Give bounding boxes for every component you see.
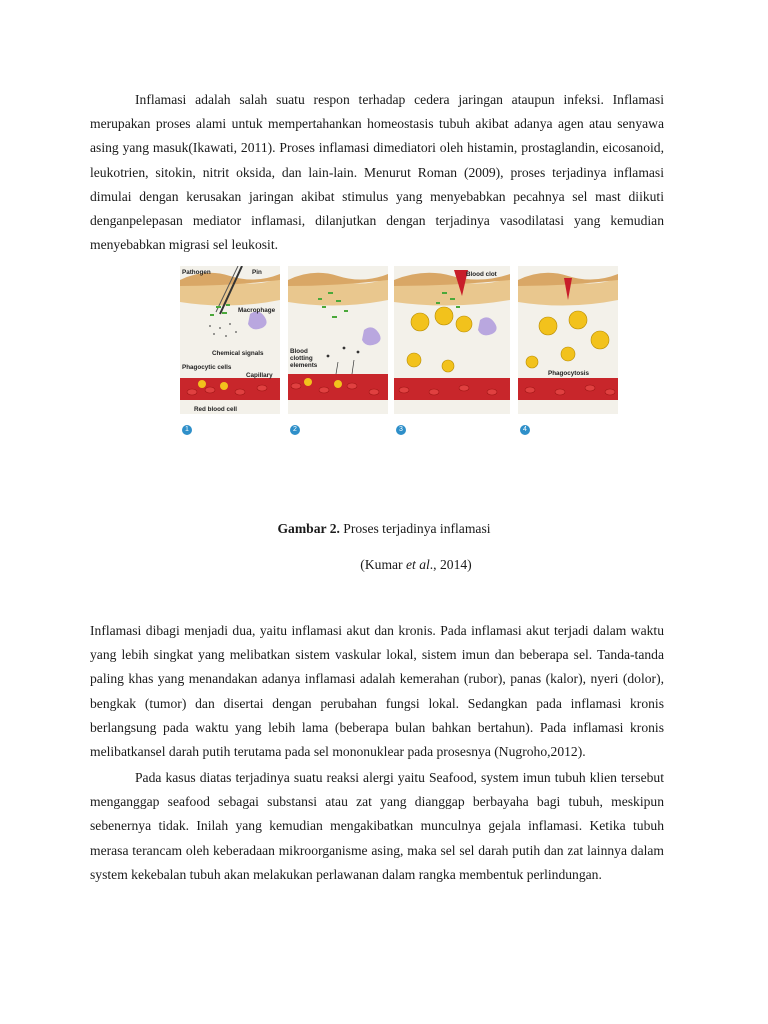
paragraph-3: Pada kasus diatas terjadinya suatu reaksi alergi yaitu Seafood, system imun tubuh klien tersebut menganggap seafood sebagai substansi atau zat yang dianggap berbayaha bagi tubuh, meskipun sebenernya tidak. Inilah yang kemudian mengakibatkan munculnya gejala inflamasi. Ketika tubuh merasa terancam oleh keberadaan mikroorganisme asing, maka sel sel darah putih dan zat lainnya dalam system kekebalan tubuh akan melakukan perlawanan dalam rangka membentuk perlindungan. xyxy=(90,770,664,882)
source-close: ., 2014) xyxy=(429,557,472,572)
figure-panel-1 xyxy=(180,266,280,414)
label-macrophage: Macrophage xyxy=(238,307,276,314)
step-badge-4: 4 xyxy=(520,425,530,435)
figure-source xyxy=(300,557,532,573)
label-pin: Pin xyxy=(252,269,262,276)
step-badge-3: 3 xyxy=(396,425,406,435)
panel-4-illustration xyxy=(518,266,618,414)
figure-caption xyxy=(0,521,768,537)
figure-panel-2 xyxy=(288,266,388,414)
panel-3-illustration xyxy=(394,266,510,414)
label-red-blood-cell: Red blood cell xyxy=(194,406,238,413)
label-blood-clot: Blood clot xyxy=(466,271,497,278)
label-blood-clotting-1: Blood xyxy=(290,348,308,355)
figure-panel-4 xyxy=(518,266,618,414)
label-blood-clotting-3: elements xyxy=(290,362,318,369)
step-badge-1: 1 xyxy=(182,425,192,435)
label-blood-clotting-2: clotting xyxy=(290,355,313,362)
label-phagocytosis: Phagocytosis xyxy=(548,370,589,377)
label-chemical-signals: Chemical signals xyxy=(212,350,264,357)
label-capillary: Capillary xyxy=(246,372,273,379)
caption-label: Gambar 2. xyxy=(277,521,340,536)
inflammation-figure xyxy=(180,266,620,442)
figure-panel-3 xyxy=(394,266,510,414)
label-pathogen: Pathogen xyxy=(182,269,211,276)
source-open: (Kumar xyxy=(360,557,406,572)
label-phagocytic-cells: Phagocytic cells xyxy=(182,364,232,371)
source-etal: et al xyxy=(405,557,430,572)
panel-1-illustration xyxy=(180,266,280,414)
paragraph-1: Inflamasi adalah salah suatu respon terhadap cedera jaringan ataupun infeksi. Inflamasi merupakan proses alami untuk mempertahankan homeostasis tubuh akibat adanya agen atau senyawa asing yang masuk(Ikawati, 2011). Proses inflamasi dimediatori oleh histamin, prostaglandin, eicosanoid, leukotrien, sitokin, nitrit oksida, dan lain-lain. Menurut Roman (2009), proses terjadinya inflamasi dimulai dengan kerusakan jaringan akibat stimulus yang menyebabkan pecahnya sel mast diikuti denganpelepasan mediator inflamasi, dilanjutkan dengan terjadinya vasodilatasi yang kemudian menyebabkan migrasi sel leukosit. xyxy=(90,92,664,253)
step-badge-2: 2 xyxy=(290,425,300,435)
paragraph-2: Inflamasi dibagi menjadi dua, yaitu inflamasi akut dan kronis. Pada inflamasi akut terjadi dalam waktu yang lebih singkat yang melibatkan sistem vaskular lokal, sistem imun dan beberapa sel. Tanda-tanda paling khas yang menandakan adanya inflamasi adalah kemerahan (rubor), panas (kalor), nyeri (dolor), bengkak (tumor) dan disertai dengan perubahan fungsi lokal. Sedangkan pada inflamasi kronis berlangsung pada waktu yang lebih lama (beberapa bulan bahkan bertahun). Pada inflamasi kronis melibatkansel darah putih terutama pada sel mononuklear pada prosesnya (Nugroho,2012). xyxy=(90,623,664,760)
caption-text: Proses terjadinya inflamasi xyxy=(339,521,491,536)
panel-2-illustration xyxy=(288,266,388,414)
